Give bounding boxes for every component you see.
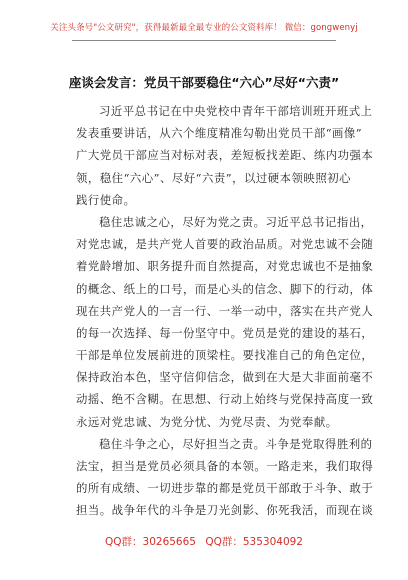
document-title: 座谈会发言：党员干部要稳住“六心”尽好“六责”	[68, 75, 340, 90]
header-notice: 关注头条号"公文研究"，获得最新最全最专业的公文资料库！ 微信：gongwenyj	[50, 23, 358, 33]
paragraph-line: 的概念、纸上的口号，而是心头的信念、脚下的行动，体	[76, 281, 374, 296]
paragraph-line: 领，稳住“六心”、尽好“六责”，以过硬本领映照初心	[76, 170, 351, 185]
footer-qq-group-2: QQ群：535304092	[205, 536, 303, 548]
paragraph-line: 稳住斗争之心，尽好担当之责。斗争是党取得胜利的	[99, 436, 373, 451]
paragraph-line: 保持政治本色，坚守信仰信念，做到在大是大非面前毫不	[76, 370, 374, 385]
paragraph-line: 的每一次选择、每一份坚守中。党员是党的建设的基石，	[76, 325, 374, 340]
paragraph-line: 对党忠诚，是共产党人首要的政治品质。对党忠诚不会随	[76, 237, 374, 252]
paragraph-line: 干部是单位发展前进的顶梁柱。要找准自己的角色定位，	[76, 348, 374, 363]
footer-qq-group-1: QQ群：30265665	[105, 536, 196, 548]
paragraph-line: 践行使命。	[76, 192, 136, 207]
paragraph-line: 广大党员干部应当对标对表，差短板找差距、练内功强本	[76, 148, 374, 163]
document-body	[76, 100, 374, 522]
footer-contact	[0, 534, 408, 549]
paragraph-line: 现在共产党人的一言一行、一举一动中，落实在共产党人	[76, 303, 374, 318]
paragraph-line: 稳住忠诚之心，尽好为党之责。习近平总书记指出，	[99, 214, 373, 229]
paragraph-line: 的所有成绩、一切进步靠的都是党员干部敢于斗争、敢于	[76, 481, 374, 496]
paragraph-line: 习近平总书记在中央党校中青年干部培训班开班式上	[99, 104, 373, 118]
paragraph-line: 担当。战争年代的斗争是刀光剑影、你死我活，而现在谈	[76, 503, 374, 518]
paragraph-line: 法宝，担当是党员必须具备的本领。一路走来，我们取得	[76, 459, 374, 473]
paragraph-line: 着党龄增加、职务提升而自然提高，对党忠诚也不是抽象	[76, 259, 374, 274]
paragraph-line: 动摇、绝不含糊。在思想、行动上始终与党保持高度一致	[76, 392, 374, 407]
paragraph-line: 发表重要讲话，从六个维度精准勾勒出党员干部“画像”	[76, 126, 363, 141]
header-divider	[72, 40, 336, 41]
paragraph-line: 永远对党忠诚、为党分忧、为党尽责、为党奉献。	[76, 414, 338, 429]
